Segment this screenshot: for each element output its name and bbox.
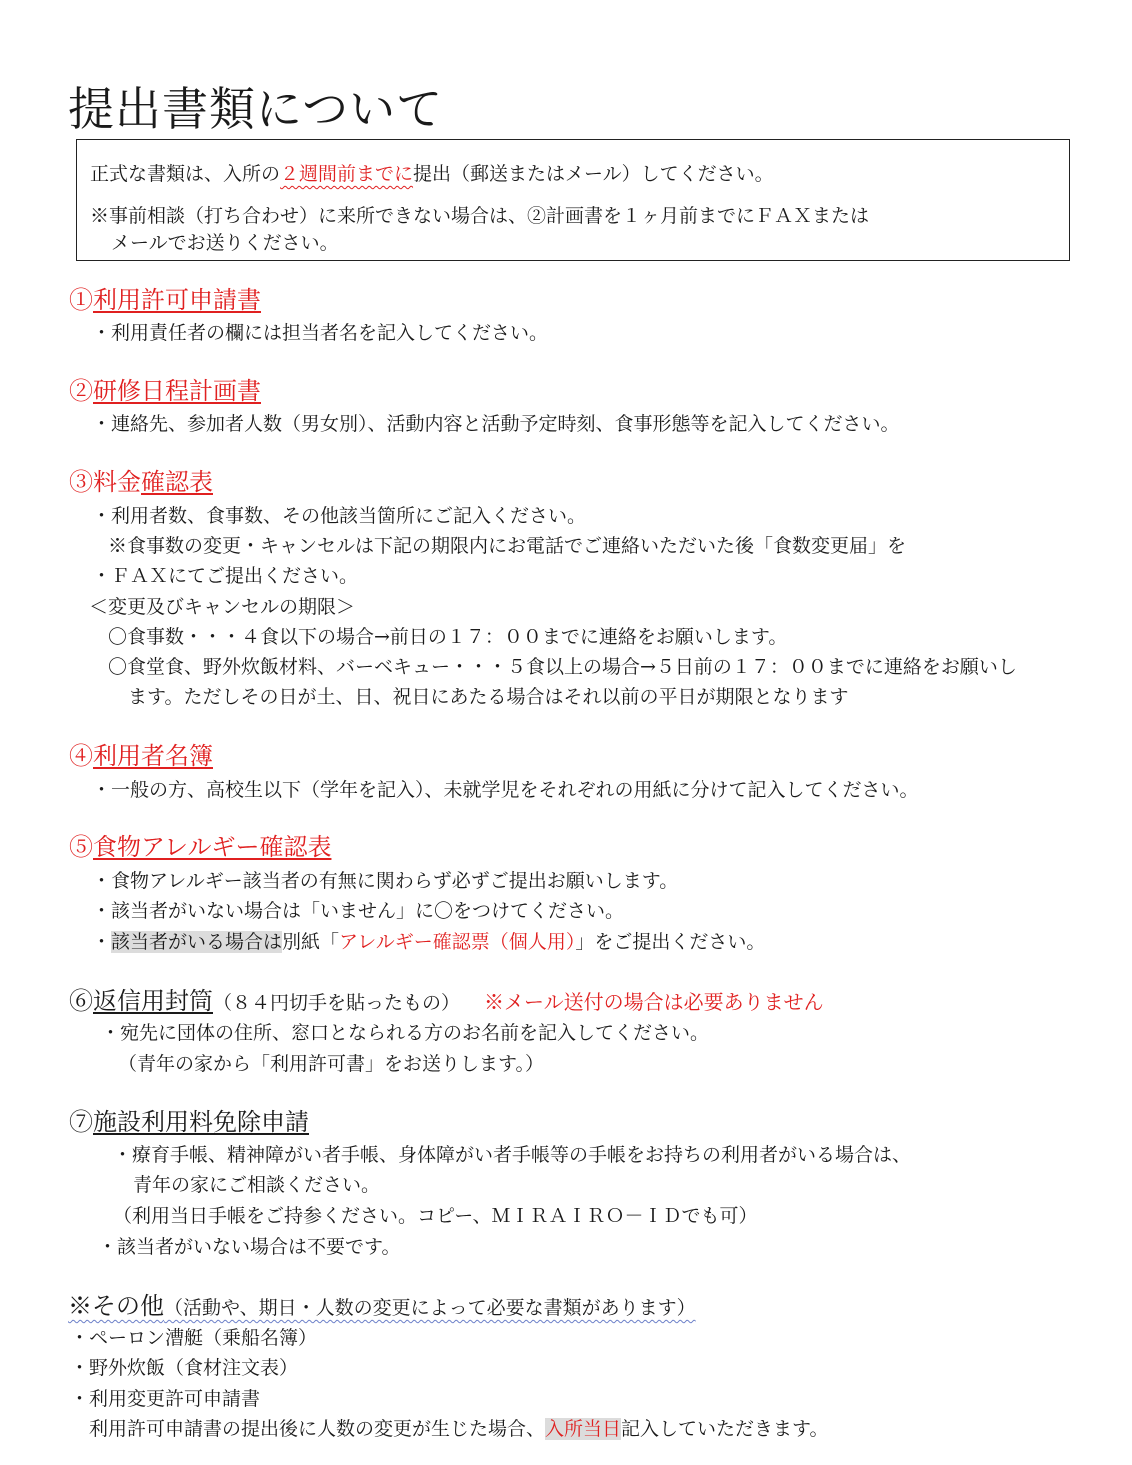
- deadline-emphasis: ２週間前までに: [280, 163, 414, 185]
- section-2-heading: ②研修日程計画書: [69, 377, 261, 405]
- notice-line-3: メールでお送りください。: [111, 232, 339, 254]
- section-other-item: ・ペーロン漕艇（乗船名簿）: [70, 1327, 318, 1349]
- highlighted-text: 入所当日: [545, 1418, 622, 1440]
- section-2-item: ・連絡先、参加者人数（男女別）、活動内容と活動予定時刻、食事形態等を記入してください。: [92, 413, 900, 435]
- section-7-item: （利用当日手帳をご持参ください。コピー、ＭＩＲＡＩＲＯ－ＩＤでも可）: [113, 1205, 758, 1227]
- section-other-heading: ※その他（活動や、期日・人数の変更によって必要な書類があります）: [68, 1292, 696, 1320]
- section-6-heading: ⑥返信用封筒（８４円切手を貼ったもの） ※メール送付の場合は必要ありません: [69, 987, 824, 1015]
- email-note: ※メール送付の場合は必要ありません: [484, 990, 824, 1014]
- section-3-deadline-heading: ＜変更及びキャンセルの期限＞: [89, 596, 356, 618]
- section-other-item: ・野外炊飯（食材注文表）: [70, 1357, 299, 1379]
- section-7-item: ・療育手帳、精神障がい者手帳、身体障がい者手帳等の手帳をお持ちの利用者がいる場合は、: [113, 1144, 912, 1166]
- section-5-item: ・食物アレルギー該当者の有無に関わらず必ずご提出お願いします。: [92, 870, 679, 892]
- section-other-item: 利用許可申請書の提出後に人数の変更が生じた場合、入所当日記入していただきます。: [89, 1418, 829, 1440]
- section-3-item: ます。ただしその日が土、日、祝日にあたる場合はそれ以前の平日が期限となります: [128, 686, 849, 708]
- section-6-item: （青年の家から「利用許可書」をお送りします。）: [118, 1053, 544, 1075]
- section-3-item: ・利用者数、食事数、その他該当箇所にご記入ください。: [92, 505, 587, 527]
- section-4-item: ・一般の方、高校生以下（学年を記入）、未就学児をそれぞれの用紙に分けて記入してください。: [92, 779, 919, 801]
- section-1-item: ・利用責任者の欄には担当者名を記入してください。: [92, 322, 549, 344]
- section-4-heading: ④利用者名簿: [69, 742, 213, 770]
- page-title: 提出書類について: [68, 82, 444, 136]
- section-3-heading: ③料金確認表: [69, 468, 213, 496]
- form-name-emphasis: アレルギー確認票（個人用）: [339, 931, 576, 953]
- section-other-item: ・利用変更許可申請書: [70, 1388, 261, 1410]
- section-5-item: ・該当者がいない場合は「いません」に〇をつけてください。: [92, 900, 625, 922]
- section-3-item: ※食事数の変更・キャンセルは下記の期限内にお電話でご連絡いただいた後「食数変更届」を: [108, 535, 907, 557]
- section-3-item: ・ＦＡＸにてご提出ください。: [92, 565, 359, 587]
- section-7-heading: ⑦施設利用料免除申請: [69, 1108, 309, 1136]
- section-7-item: 青年の家にご相談ください。: [133, 1174, 381, 1196]
- notice-line-2: ※事前相談（打ち合わせ）に来所できない場合は、②計画書を１ヶ月前までにＦＡＸまたは: [90, 205, 870, 227]
- notice-box: [76, 139, 1070, 261]
- notice-line-1: 正式な書類は、入所の２週間前までに提出（郵送またはメール）してください。: [90, 163, 774, 185]
- section-5-item: ・該当者がいる場合は別紙「アレルギー確認票（個人用）」をご提出ください。: [92, 931, 766, 953]
- section-6-item: ・宛先に団体の住所、窓口となられる方のお名前を記入してください。: [101, 1022, 710, 1044]
- section-3-item: 〇食堂食、野外炊飯材料、バーベキュー・・・５食以上の場合→５日前の１７：００までに連絡をお願いし: [108, 656, 1017, 678]
- section-1-heading: ①利用許可申請書: [69, 286, 261, 314]
- section-3-item: 〇食事数・・・４食以下の場合→前日の１７：００までに連絡をお願いします。: [108, 626, 788, 648]
- section-7-item: ・該当者がいない場合は不要です。: [98, 1236, 401, 1258]
- highlighted-text: 該当者がいる場合は: [111, 931, 283, 953]
- section-5-heading: ⑤食物アレルギー確認表: [69, 833, 332, 861]
